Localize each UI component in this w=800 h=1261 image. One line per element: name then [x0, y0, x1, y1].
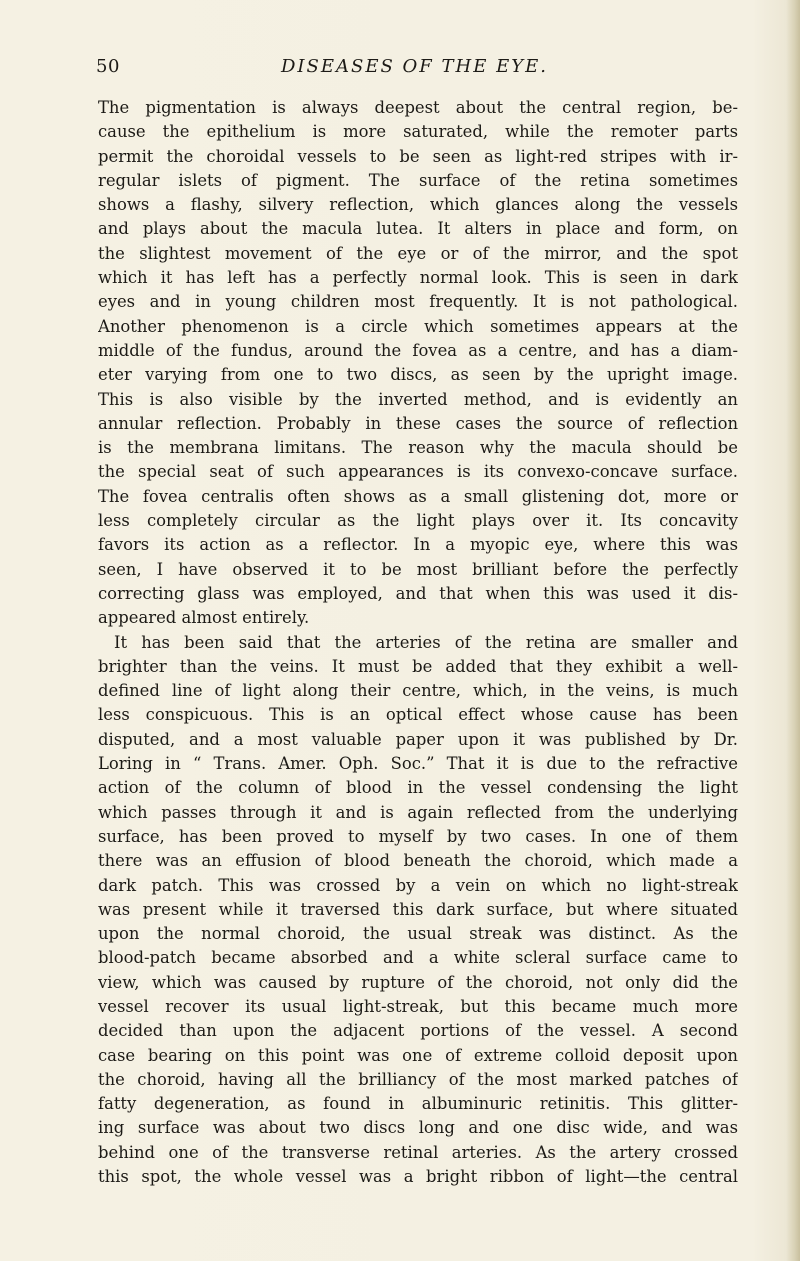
- text-line: shows a flashy, silvery reflection, which glances along the vessels: [98, 195, 738, 215]
- text-line: behind one of the transverse retinal arteries. As the artery crossed: [98, 1142, 738, 1162]
- text-line: vessel recover its usual light-streak, but this became much more: [98, 996, 738, 1016]
- paragraph-start-line: It has been said that the arteries of the retina are smaller and: [114, 632, 738, 652]
- text-line: less conspicuous. This is an optical effect whose cause has been: [98, 705, 738, 725]
- text-line: The pigmentation is always deepest about the central region, be-: [98, 98, 738, 117]
- text-line: dark patch. This was crossed by a vein on which no light-streak: [98, 875, 738, 895]
- body-text: [98, 96, 738, 1189]
- page-number: 50: [96, 56, 120, 77]
- text-line: defined line of light along their centre, which, in the veins, is much: [98, 681, 738, 701]
- text-line: less completely circular as the light plays over it. Its concavity: [98, 511, 738, 531]
- text-line: regular islets of pigment. The surface of the retina sometimes: [98, 170, 738, 190]
- text-line: there was an effusion of blood beneath the choroid, which made a: [98, 851, 738, 871]
- text-line: This is also visible by the inverted method, and is evidently an: [98, 389, 738, 409]
- text-line: cause the epithelium is more saturated, while the remoter parts: [98, 122, 738, 142]
- text-line: was present while it traversed this dark surface, but where situated: [98, 899, 738, 919]
- text-line: seen, I have observed it to be most brilliant before the perfectly: [98, 559, 738, 579]
- text-line: fatty degeneration, as found in albuminuric retinitis. This glitter-: [98, 1094, 738, 1114]
- text-line: ing surface was about two discs long and one disc wide, and was: [98, 1118, 738, 1138]
- text-line: this spot, the whole vessel was a bright ribbon of light—the central: [98, 1167, 738, 1187]
- text-line: which it has left has a perfectly normal look. This is seen in dark: [98, 268, 738, 288]
- text-line: the special seat of such appearances is its convexo-concave surface.: [98, 462, 738, 482]
- text-line: disputed, and a most valuable paper upon it was published by Dr.: [98, 729, 738, 749]
- paragraph-end-line: appeared almost entirely.: [98, 608, 310, 628]
- text-line: is the membrana limitans. The reason why the macula should be: [98, 438, 738, 458]
- text-line: permit the choroidal vessels to be seen as light-red stripes with ir-: [98, 146, 738, 166]
- text-line: annular reflection. Probably in these cases the source of reflection: [98, 413, 738, 433]
- text-line: correcting glass was employed, and that when this was used it dis-: [98, 583, 738, 603]
- text-line: eter varying from one to two discs, as seen by the upright image.: [98, 365, 738, 385]
- text-line: case bearing on this point was one of extreme colloid deposit upon: [98, 1045, 738, 1065]
- text-line: which passes through it and is again reflected from the underlying: [98, 802, 738, 822]
- running-head: [96, 56, 736, 84]
- text-line: the choroid, having all the brilliancy of the most marked patches of: [98, 1069, 738, 1089]
- text-line: blood-patch became absorbed and a white scleral surface came to: [98, 948, 738, 968]
- text-line: favors its action as a reflector. In a myopic eye, where this was: [98, 535, 738, 555]
- text-line: Loring in “ Trans. Amer. Oph. Soc.” That it is due to the refractive: [98, 754, 738, 774]
- text-line: the slightest movement of the eye or of the mirror, and the spot: [98, 243, 738, 263]
- text-line: upon the normal choroid, the usual streak was distinct. As the: [98, 924, 738, 944]
- page-edge-shadow: [786, 0, 800, 1261]
- text-line: brighter than the veins. It must be added that they exhibit a well-: [98, 656, 738, 676]
- text-line: eyes and in young children most frequently. It is not pathological.: [98, 292, 738, 312]
- text-line: The fovea centralis often shows as a small glistening dot, more or: [98, 486, 738, 506]
- text-line: and plays about the macula lutea. It alters in place and form, on: [98, 219, 738, 239]
- text-line: decided than upon the adjacent portions of the vessel. A second: [98, 1021, 738, 1041]
- text-line: action of the column of blood in the vessel condensing the light: [98, 778, 738, 798]
- text-line: Another phenomenon is a circle which sometimes appears at the: [98, 316, 738, 336]
- text-line: middle of the fundus, around the fovea as a centre, and has a diam-: [98, 340, 738, 360]
- text-line: view, which was caused by rupture of the choroid, not only did the: [98, 972, 738, 992]
- running-head-title: DISEASES OF THE EYE.: [281, 56, 548, 77]
- text-line: surface, has been proved to myself by two cases. In one of them: [98, 826, 738, 846]
